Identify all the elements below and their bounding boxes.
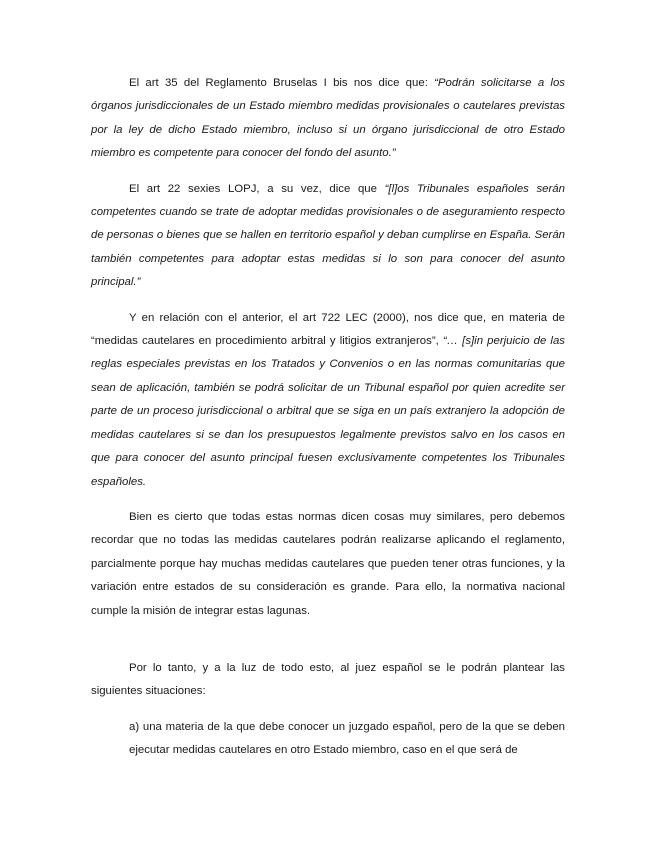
paragraph-comparison: Bien es cierto que todas estas normas dicen cosas muy similares, pero debemos recordar que no todas las medidas cautelares podrán realizarse aplicando el reglamento, parcialmente porque hay muchas medidas cautelares que pueden tener otras funciones, y la variación entre estados de su consideración es grande. Para ello, la normativa nacional cumple la misión de integrar estas lagunas. <box>91 510 565 617</box>
paragraph-text: El art 35 del Reglamento Bruselas I bis nos dice que: <box>129 77 435 89</box>
paragraph-situations: Por lo tanto, y a la luz de todo esto, al juez español se le podrán plantear las siguientes situaciones: <box>91 661 565 698</box>
paragraph-art35 <box>91 72 565 166</box>
paragraph-art722 <box>91 307 565 494</box>
paragraph-art22 <box>91 178 565 295</box>
legal-quote: “Podrán solicitarse a los órganos jurisdiccionales de un Estado miembro medidas provisionales o cautelares previstas por la ley de dicho Estado miembro, incluso si un órgano jurisdiccional de otro Estado miembro es competente para conocer del fondo del asunto.” <box>91 77 565 160</box>
paragraph-text: Y en relación con el anterior, el art 722 LEC (2000), nos dice que, en materia de “medidas cautelares en procedimiento arbitral y litigios extranjeros”, <box>91 311 565 348</box>
document-body <box>91 72 565 775</box>
list-item: a) una materia de la que debe conocer un juzgado español, pero de la que se deben ejecutar medidas cautelares en otro Estado miembro, caso en el que será de <box>129 720 565 757</box>
legal-quote: “[l]os Tribunales españoles serán competentes cuando se trate de adoptar medidas provisionales o de aseguramiento respecto de personas o bienes que se hallen en territorio español y deban cumplirse en España. Serán también competentes para adoptar estas medidas si lo son para conocer del asunto principal.” <box>91 182 565 289</box>
legal-quote: “… [s]in perjuicio de las reglas especiales previstas en los Tratados y Convenios o en las normas comunitarias que sean de aplicación, también se podrá solicitar de un Tribunal español por quien acredite ser parte de un proceso jurisdiccional o arbitral que se siga en un país extranjero la adopción de medidas cautelares si se dan los presupuestos legalmente previstos salvo en los casos en que para conocer del asunto principal fuesen exclusivamente competentes los Tribunales españoles. <box>91 335 565 488</box>
paragraph-text: El art 22 sexies LOPJ, a su vez, dice que <box>129 182 385 195</box>
